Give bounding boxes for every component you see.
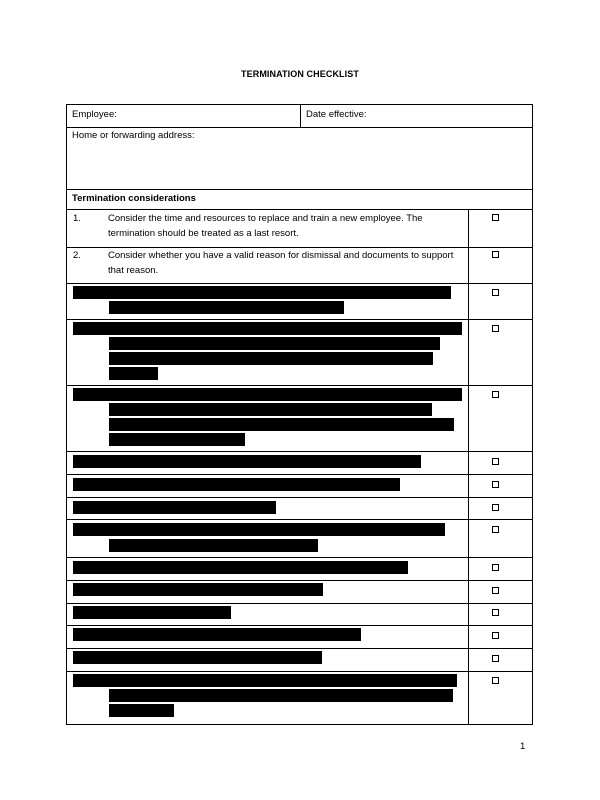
checkbox[interactable] — [492, 458, 499, 465]
checkbox-cell-14 — [468, 648, 533, 672]
page-number: 1 — [520, 741, 526, 752]
section-title: Termination considerations — [72, 193, 196, 204]
checkbox[interactable] — [492, 504, 499, 511]
checkbox[interactable] — [492, 677, 499, 684]
redaction-bar — [109, 689, 453, 702]
checkbox-cell-15 — [468, 671, 533, 725]
redaction-bar — [109, 301, 344, 314]
employee-label: Employee: — [72, 109, 117, 120]
redaction-bar — [73, 583, 323, 596]
checkbox-cell-9 — [468, 519, 533, 558]
redaction-bar — [73, 523, 445, 536]
checkbox-cell-5 — [468, 385, 533, 452]
redaction-bar — [109, 418, 454, 431]
item-text: Consider the time and resources to replace and train a new employee. The termination should be treated as a last resort. — [108, 213, 423, 239]
redaction-bar — [73, 286, 451, 299]
item-text: Consider whether you have a valid reason for dismissal and documents to support that reason. — [108, 250, 454, 276]
redaction-bar — [73, 628, 361, 641]
redaction-bar — [73, 501, 276, 514]
redaction-bar — [73, 478, 400, 491]
checkbox-cell-4 — [468, 319, 533, 386]
redaction-bar — [109, 539, 318, 552]
checkbox[interactable] — [492, 655, 499, 662]
checkbox-cell-8 — [468, 497, 533, 520]
checkbox[interactable] — [492, 214, 499, 221]
checkbox-cell-2 — [468, 247, 533, 284]
redaction-bar — [109, 337, 440, 350]
checkbox[interactable] — [492, 289, 499, 296]
employee-field[interactable] — [66, 104, 301, 128]
checkbox-cell-6 — [468, 451, 533, 475]
checkbox[interactable] — [492, 391, 499, 398]
date-effective-label: Date effective: — [306, 109, 367, 120]
section-header — [66, 189, 533, 210]
redaction-bar — [73, 322, 462, 335]
redaction-bar — [73, 606, 231, 619]
redaction-bar — [73, 455, 421, 468]
checkbox-cell-11 — [468, 580, 533, 604]
redaction-bar — [109, 403, 432, 416]
redaction-bar — [73, 651, 322, 664]
checkbox-cell-7 — [468, 474, 533, 498]
redaction-bar — [109, 704, 174, 717]
checkbox-cell-10 — [468, 557, 533, 581]
item-number: 1. — [73, 213, 81, 224]
checkbox[interactable] — [492, 526, 499, 533]
document-title: TERMINATION CHECKLIST — [241, 69, 359, 79]
address-field[interactable] — [66, 127, 533, 190]
checkbox-cell-13 — [468, 625, 533, 649]
checkbox[interactable] — [492, 609, 499, 616]
redaction-bar — [73, 561, 408, 574]
checkbox[interactable] — [492, 325, 499, 332]
date-effective-field[interactable] — [300, 104, 533, 128]
checkbox-cell-3 — [468, 283, 533, 320]
checkbox-cell-12 — [468, 603, 533, 626]
redaction-bar — [109, 352, 433, 365]
redaction-bar — [109, 433, 245, 446]
redaction-bar — [73, 388, 462, 401]
checkbox[interactable] — [492, 481, 499, 488]
checkbox[interactable] — [492, 587, 499, 594]
checkbox[interactable] — [492, 251, 499, 258]
checkbox[interactable] — [492, 564, 499, 571]
redaction-bar — [73, 674, 457, 687]
checkbox-cell-1 — [468, 209, 533, 248]
item-number: 2. — [73, 250, 81, 261]
address-label: Home or forwarding address: — [72, 130, 195, 141]
checkbox[interactable] — [492, 632, 499, 639]
redaction-bar — [109, 367, 158, 380]
